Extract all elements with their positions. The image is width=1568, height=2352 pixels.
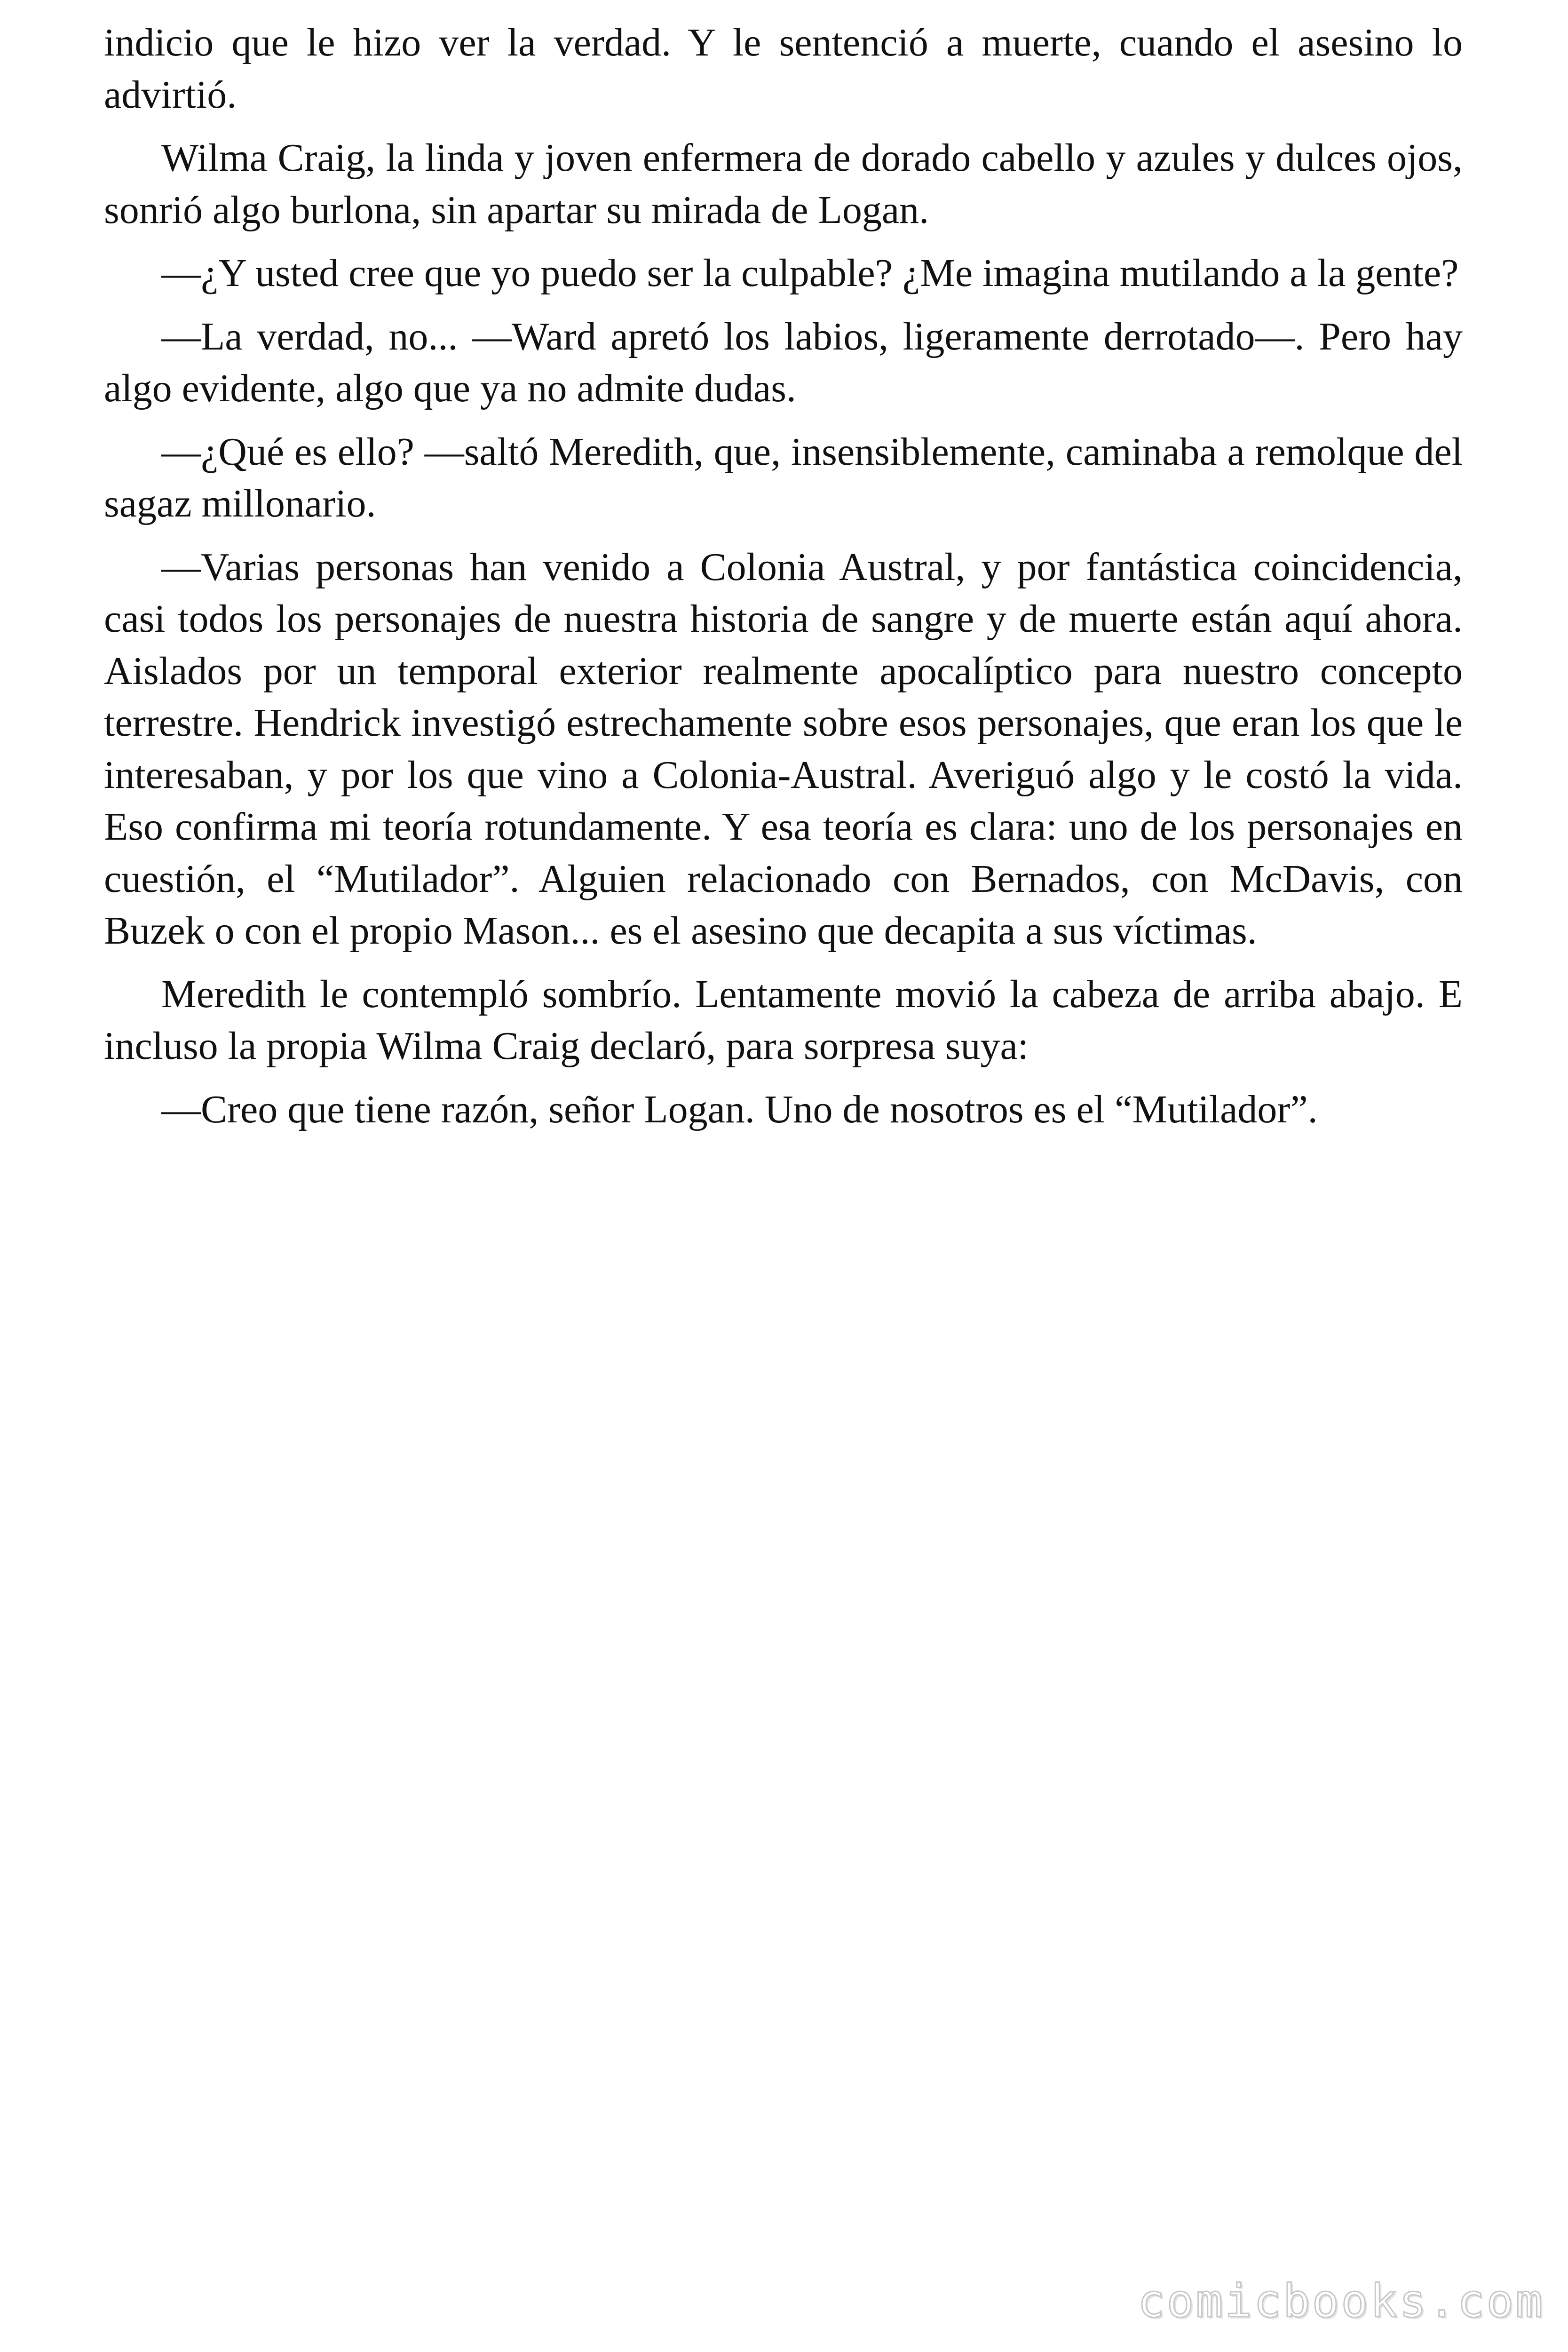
watermark: comicbooks.com (1137, 2275, 1544, 2328)
paragraph-5: —¿Qué es ello? —saltó Meredith, que, insensiblemente, caminaba a remolque del sagaz millonario. (104, 429, 1463, 525)
paragraph-3: —¿Y usted cree que yo puedo ser la culpable? ¿Me imagina mutilando a la gente? (161, 251, 1459, 295)
paragraph-7: Meredith le contempló sombrío. Lentamente movió la cabeza de arriba abajo. E incluso la propia Wilma Craig declaró, para sorpresa suya: (104, 972, 1463, 1068)
page-text (104, 17, 1463, 1147)
paragraph-4: —La verdad, no... —Ward apretó los labios, ligeramente derrotado—. Pero hay algo evidente, algo que ya no admite dudas. (104, 314, 1463, 410)
paragraph-2: Wilma Craig, la linda y joven enfermera de dorado cabello y azules y dulces ojos, sonrió algo burlona, sin apartar su mirada de Logan. (104, 136, 1463, 232)
paragraph-1: indicio que le hizo ver la verdad. Y le sentenció a muerte, cuando el asesino lo advirtió. (104, 21, 1463, 117)
paragraph-8: —Creo que tiene razón, señor Logan. Uno de nosotros es el “Mutilador”. (161, 1087, 1318, 1131)
paragraph-6: —Varias personas han venido a Colonia Austral, y por fantástica coincidencia, casi todos los personajes de nuestra historia de sangre y de muerte están aquí ahora. Aislados por un temporal exterior realmente apocalíptico para nuestro concepto terrestre. Hendrick investigó estrechamente sobre esos personajes, que eran los que le interesaban, y por los que vino a Colonia-Austral. Averiguó algo y le costó la vida. Eso confirma mi teoría rotundamente. Y esa teoría es clara: uno de los personajes en cuestión, el “Mutilador”. Alguien relacionado con Bernados, con McDavis, con Buzek o con el propio Mason... es el asesino que decapita a sus víctimas. (104, 545, 1463, 953)
